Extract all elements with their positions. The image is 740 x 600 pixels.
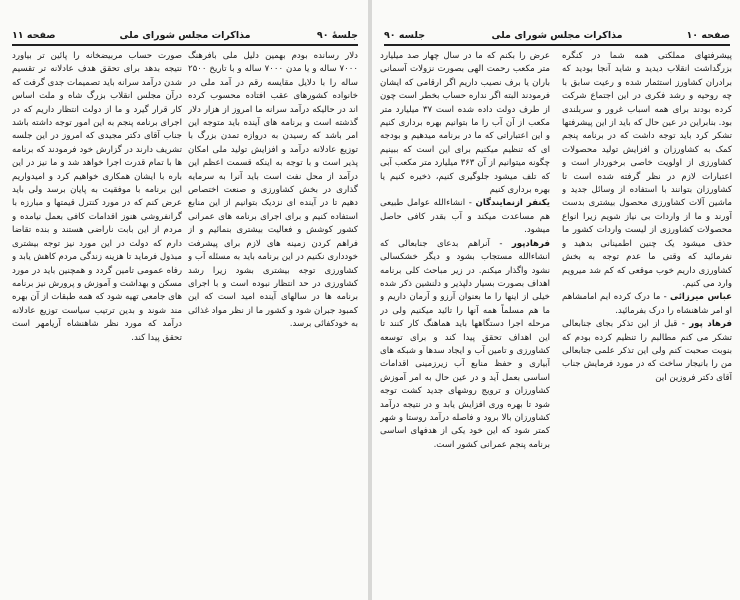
running-title: مذاکرات مجلس شورای ملی bbox=[491, 30, 623, 41]
page-number: صفحه ۱۰ bbox=[686, 30, 730, 41]
right-page bbox=[372, 0, 740, 600]
speech bbox=[380, 197, 550, 237]
session-number: جلسهٔ ۹۰ bbox=[316, 30, 358, 41]
speech bbox=[562, 291, 732, 318]
paragraph: دلار رسانده بودم بهمین دلیل ملی بافرهنگ ۷۰۰۰ ساله و یا مدن ۷۰۰۰ ساله و با تاریخ ۲۵۰۰ ساله را با دلایل مقایسه رقم در آمد ملی در خانواده کشورهای عقب افتاده محسوب کرده اند در حالیکه درآمد سرانه ما امروز از هزار دلار گذشته است و برنامه های آینده باید متوجه این امر باشد که رسیدن به دروازه تمدن بزرگ با توزیع عادلانه درآمد و افزایش تولید ملی امکان پذیر است و با توجه به اینکه قسمت اعظم این درآمد از محل نفت است باید آنرا به سرمایه گذاری در بخش کشاورزی و صنعت اختصاص دهیم تا در آینده ای نزدیک بتوانیم از این منابع استفاده کنیم و برای اجرای برنامه های عمرانی کشور کوشش و فعالیت بیشتری بنمائیم و از فراهم کردن زمینه های لازم برای پیشرفت خودداری نکنیم در این برنامه باید به مسئله آب و کشاورزی توجه بیشتری بشود زیرا رشد کشاورزی در حد انتظار نبوده است و با اجرای برنامه ها در سالهای آینده امید است که این کمبود جبران شود و کشور ما از نظر مواد غذائی به خودکفائی برسد. bbox=[188, 51, 358, 330]
speaker-name: فرهادپور bbox=[511, 238, 550, 249]
page-number: صفحه ۱۱ bbox=[12, 30, 56, 41]
page-header bbox=[12, 28, 358, 46]
text-column-right bbox=[188, 50, 358, 535]
page-header bbox=[384, 28, 730, 46]
speaker-name: عباس میرزائی bbox=[670, 292, 732, 303]
paragraph: پیشرفتهای مملکتی همه شما در کنگره بزرگداشت انقلاب دیدید و شاید آنجا بودید که برادران کشاورز استثمار شده و رعیت سابق با چه روحیه و رشد فکری در این اجتماع شرکت کرده بودند برای همه اسباب غرور و سربلندی بود. بنابراین در عین حال که باید از این پیشرفتها تشکر کرد باید توجه داشت که در برنامه پنجم کمک به کشاورزان و افزایش تولید محصولات کشاورزی از اولویت خاصی برخوردار است و اعتبارات لازم در نظر گرفته شده است تا کشاورزان بتوانند با استفاده از وسائل جدید و ماشین آلات کشاورزی محصول بیشتری بدست آورند و ما از واردات بی نیاز شویم زیرا انواع محصولات کشاورزی از لیست واردات کشور ما حذف میشود یک چنین اطمینانی بدهید و نفرمائید که وقتی ما عدم توجه به بخش کشاورزی داریم خوب موقعی که کم شد میرویم وارد می کنیم. bbox=[562, 51, 732, 289]
speech-text: - انشاءالله عوامل طبیعی هم مساعدت میکند و آب بقدر کافی حاصل میشود. bbox=[380, 198, 550, 236]
paragraph: صورت حساب مربیضخانه را پائین تر بیاورد نتیجه بدهد برای تحقق هدف عادلانه تر تقسیم شدن درآمد سرانه باید تصمیمات جدی گرفت که درآن مجلس انقلاب بزرگ شاه و ملت اساس کار قرار گیرد و ما از دولت انتظار داریم که در اجرای برنامه پنجم به این امور توجه داشته باشد جناب آقای دکتر مجیدی که امروز در این جلسه تشریف دارند در گزارش خود فرمودند که برنامه ها با تمام قدرت اجرا خواهد شد و ما نیز در این باره با ایشان همکاری خواهیم کرد و امیدواریم این برنامه با موفقیت به پایان برسد ولی باید عرض کنم که در مورد کنترل قیمتها و مبارزه با گرانفروشی هنوز اقدامات کافی بعمل نیامده و مردم از این بابت ناراضی هستند و بنده تقاضا دارم که دولت در این مورد نیز توجه بیشتری مبذول فرماید تا هزینه زندگی مردم کاهش یابد و رفاه عمومی تامین گردد و همچنین باید در مورد مسکن و بهداشت و آموزش و پرورش نیز برنامه های جامعی تهیه شود که همه طبقات از آن بهره مند شوند و بدین ترتیب سیاست توزیع عادلانه درآمد که مورد نظر شاهنشاه آریامهر است تحقق پیدا کند. bbox=[12, 51, 182, 343]
session-number: جلسه ۹۰ bbox=[384, 30, 426, 41]
text-column-left bbox=[380, 50, 550, 525]
speaker-name: یکنفر ازنمایندگان bbox=[475, 198, 550, 209]
speaker-name: فرهاد پور bbox=[689, 319, 732, 330]
speech bbox=[380, 238, 550, 453]
text-column-left bbox=[12, 50, 182, 535]
left-page bbox=[0, 0, 368, 600]
speech-text: - ما درک کرده ایم امامشاهم او امر شاهنشاه را درک بفرمائید. bbox=[562, 292, 732, 316]
paragraph: عرض را بکنم که ما در سال چهار صد میلیارد متر مکعب رحمت الهی بصورت نزولات آسمانی باران یا برف نصیب داریم اگر ارقامی که ایشان فرمودند البته اگر نداره حساب بخطر است چون از طرف دولت داده شده است ۳۷ میلیارد متر مکعب از آن آب را ما بتوانیم بهره برداری کنیم و این اعتباراتی که ما در برنامه میدهیم و بودجه ای که تنظیم میکنیم برای این است که ببینیم چگونه میتوانیم از آن ۳۶۳ میلیارد متر مکعب آبی که تلف میشود جلوگیری کنیم، ذخیره کنیم یا بهره برداری کنیم bbox=[380, 51, 550, 196]
running-title: مذاکرات مجلس شورای ملی bbox=[119, 30, 251, 41]
speech bbox=[562, 318, 732, 385]
speech-text: - آنراهم بدعای جنابعالی که انشاءالله مستجاب بشود و دیگر خشکسالی نشود واگذار میکنم. در زیر مباحث کلی برنامه اهداف بصورت بسیار دلپذیر و دلنشین ذکر شده خیلی از اینها را ما بعنوان آرزو و آرمان داریم و ما هم مسلماً همه آنها را تائید میکنیم ولی در مرحله اجرا دستگاهها باید هماهنگ کار کنند تا این اهداف تحقق پیدا کند و برای توسعه کشاورزی و تامین آب و ایجاد سدها و شبکه های آبیاری و حفظ منابع آب زیرزمینی اقدامات اساسی بعمل آید و در عین حال به امر آموزش کشاورزان و ترویج روشهای جدید کشت توجه شود تا بهره وری افزایش یابد و در نتیجه درآمد کشاورزان بالا برود و فاصله درآمد روستا و شهر کمتر شود که این خود یکی از هدفهای اساسی برنامه پنجم عمرانی کشور است. bbox=[380, 238, 550, 450]
text-column-right bbox=[562, 50, 732, 555]
speech-text: - قبل از این تذکر بجای جنابعالی تشکر می کنم مطالبم را تنظیم کرده بودم که بنوبت صحبت کنم ولی این تذکر علمی جنابعالی من را بانیجار ساخت که در مورد فرمایش جناب آقای دکتر فروزین این bbox=[562, 319, 732, 383]
